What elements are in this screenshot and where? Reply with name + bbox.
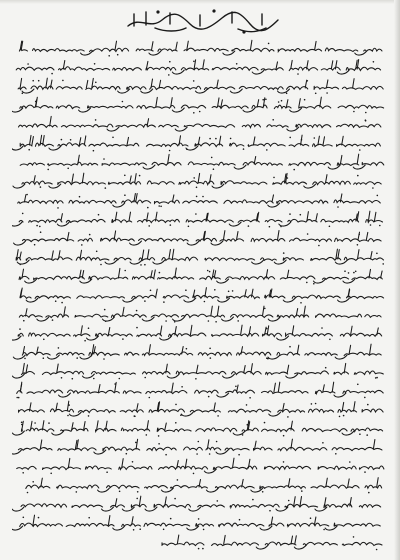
manuscript-line	[12, 57, 388, 76]
manuscript-line	[12, 266, 388, 285]
manuscript-heading	[0, 6, 400, 34]
manuscript-line	[12, 380, 388, 399]
paper-edge-top	[0, 0, 400, 4]
manuscript-line	[12, 456, 388, 475]
manuscript-line	[12, 418, 388, 437]
manuscript-line	[12, 133, 388, 152]
manuscript-line	[12, 247, 388, 266]
manuscript-line	[12, 532, 388, 551]
manuscript-line	[12, 209, 388, 228]
manuscript-line	[12, 152, 388, 171]
manuscript-line	[12, 513, 388, 532]
manuscript-line	[12, 190, 388, 209]
manuscript-body	[12, 38, 388, 554]
manuscript-line	[12, 95, 388, 114]
manuscript-line	[12, 228, 388, 247]
manuscript-line	[12, 38, 388, 57]
manuscript-line	[12, 304, 388, 323]
manuscript-line	[12, 114, 388, 133]
manuscript-line	[12, 76, 388, 95]
manuscript-line	[12, 494, 388, 513]
manuscript-line	[12, 361, 388, 380]
paper-edge-right	[394, 0, 400, 560]
manuscript-line	[12, 437, 388, 456]
manuscript-line	[12, 342, 388, 361]
manuscript-line	[12, 323, 388, 342]
manuscript-line	[12, 475, 388, 494]
manuscript-line	[12, 171, 388, 190]
manuscript-line	[12, 285, 388, 304]
manuscript-line	[12, 399, 388, 418]
